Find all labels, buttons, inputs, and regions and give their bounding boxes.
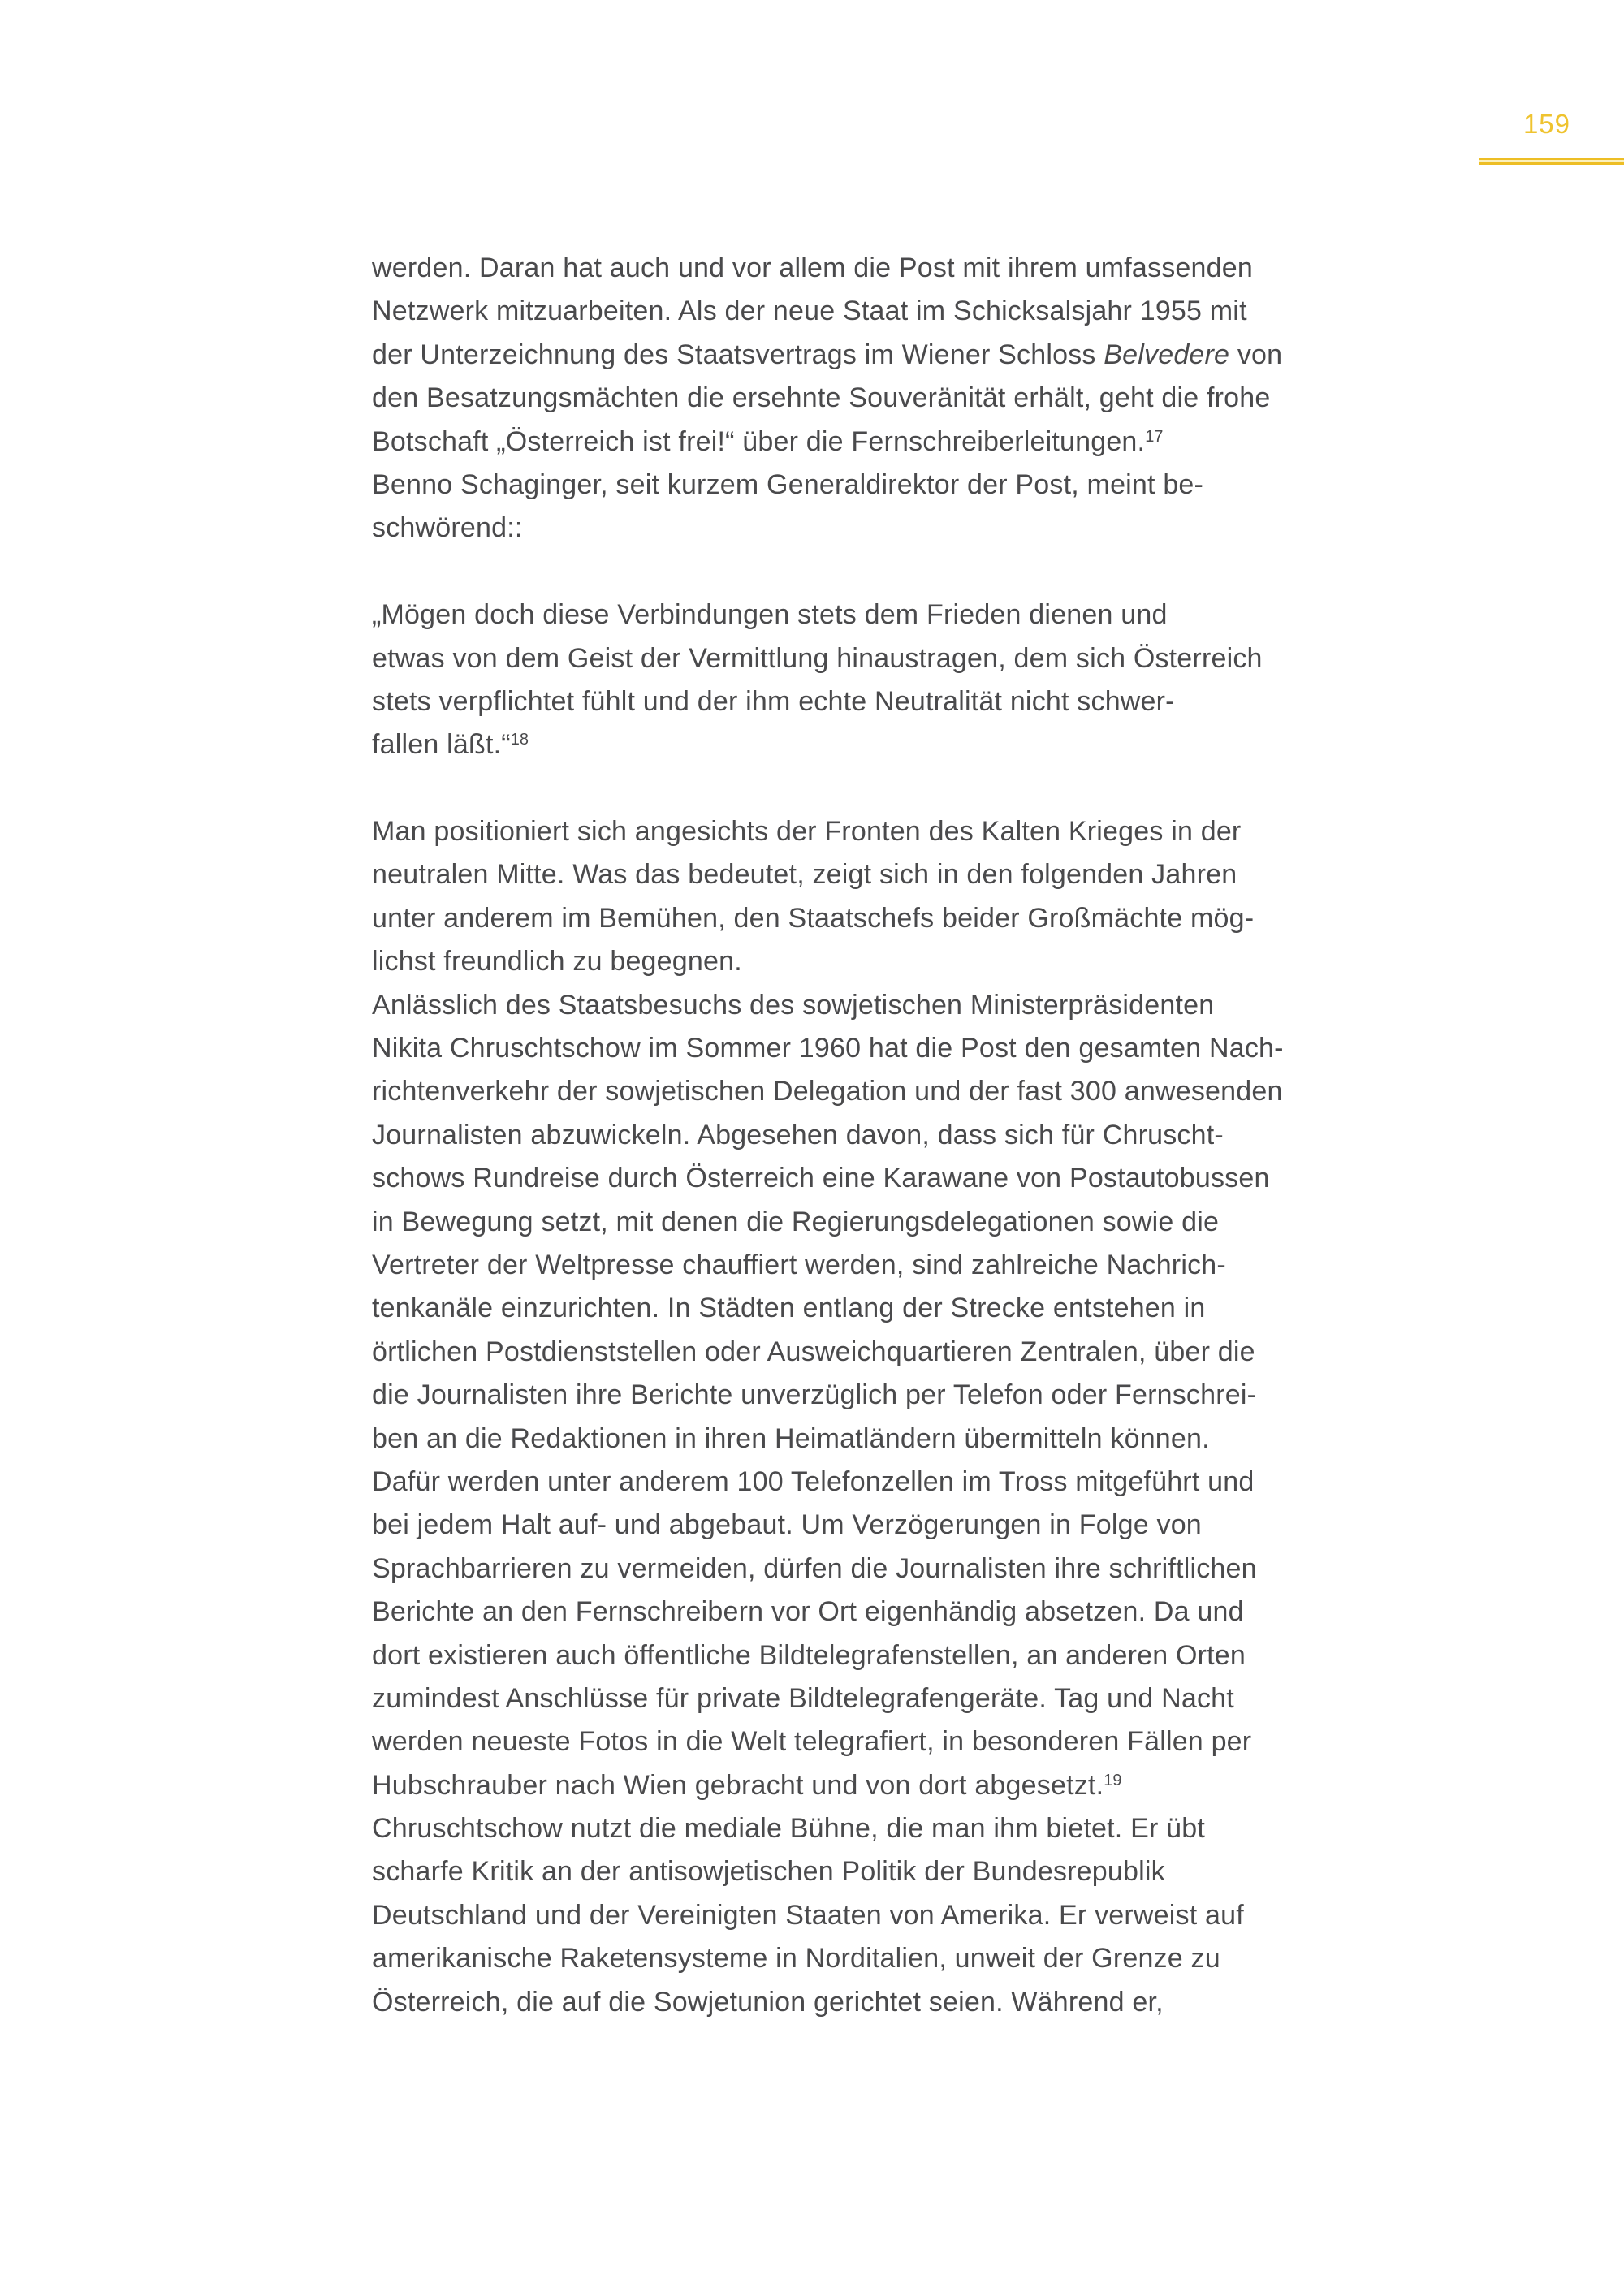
text-line: bei jedem Halt auf- und abgebaut. Um Verzögerungen in Folge von <box>372 1509 1202 1541</box>
text-line: stets verpflichtet fühlt und der ihm echte Neutralität nicht schwer- <box>372 685 1175 717</box>
text-line: Botschaft „Österreich ist frei!“ über die Fernschreiberleitungen.$^{17}$ <box>372 425 1164 457</box>
text-line: „Mögen doch diese Verbindungen stets dem Frieden dienen und <box>372 599 1168 631</box>
text-line: die Journalisten ihre Berichte unverzüglich per Telefon oder Fernschrei- <box>372 1379 1257 1411</box>
text-line: Sprachbarrieren zu vermeiden, dürfen die Journalisten ihre schriftlichen <box>372 1552 1257 1584</box>
text-line: Vertreter der Weltpresse chauffiert werden, sind zahlreiche Nachrich- <box>372 1249 1226 1280</box>
text-line: Berichte an den Fernschreibern vor Ort eigenhändig absetzen. Da und <box>372 1596 1244 1628</box>
text-line: Chruschtschow nutzt die mediale Bühne, die man ihm bietet. Er übt <box>372 1813 1205 1845</box>
text-line: unter anderem im Bemühen, den Staatschefs beider Großmächte mög- <box>372 902 1255 934</box>
text-line: Netzwerk mitzuarbeiten. Als der neue Staat im Schicksalsjahr 1955 mit <box>372 296 1247 327</box>
text-line: örtlichen Postdienststellen oder Ausweichquartieren Zentralen, über die <box>372 1336 1255 1367</box>
text-line: Anlässlich des Staatsbesuchs des sowjetischen Ministerpräsidenten <box>372 989 1215 1021</box>
text-line: werden neueste Fotos in die Welt telegrafiert, in besonderen Fällen per <box>372 1726 1252 1758</box>
text-line: Dafür werden unter anderem 100 Telefonzellen im Tross mitgeführt und <box>372 1465 1255 1497</box>
paragraph-body <box>372 247 1509 550</box>
text-line: werden. Daran hat auch und vor allem die Post mit ihrem umfassenden <box>372 253 1253 283</box>
text-line: in Bewegung setzt, mit denen die Regierungsdelegationen sowie die <box>372 1206 1220 1237</box>
text-line: etwas von dem Geist der Vermittlung hinaustragen, dem sich Österreich <box>372 642 1263 674</box>
text-line: dort existieren auch öffentliche Bildtelegrafenstellen, an anderen Orten <box>372 1639 1246 1671</box>
text-line: Deutschland und der Vereinigten Staaten von Amerika. Er verweist auf <box>372 1899 1244 1931</box>
text-line: richtenverkehr der sowjetischen Delegation und der fast 300 anwesenden <box>372 1076 1283 1107</box>
text-line: tenkanäle einzurichten. In Städten entlang der Strecke entstehen in <box>372 1293 1206 1324</box>
text-line: schwörend:: <box>372 512 523 544</box>
text-line: zumindest Anschlüsse für private Bildtelegrafengeräte. Tag und Nacht <box>372 1682 1234 1714</box>
text-block <box>372 247 1509 2024</box>
text-line: neutralen Mitte. Was das bedeutet, zeigt sich in den folgenden Jahren <box>372 859 1237 891</box>
text-line: der Unterzeichnung des Staatsvertrags im Wiener Schloss Belvedere von <box>372 339 1283 370</box>
text-line: Hubschrauber nach Wien gebracht und von dort abgesetzt.$^{19}$ <box>372 1769 1122 1801</box>
header-rule <box>1479 158 1624 165</box>
text-line: Man positioniert sich angesichts der Fronten des Kalten Krieges in der <box>372 816 1242 848</box>
text-line: Journalisten abzuwickeln. Abgesehen davon, dass sich für Chruscht- <box>372 1119 1224 1150</box>
text-line: Benno Schaginger, seit kurzem Generaldirektor der Post, meint be- <box>372 468 1204 500</box>
paragraph-quote <box>372 594 1509 767</box>
text-line: fallen läßt.“$^{18}$ <box>372 729 529 761</box>
text-line: den Besatzungsmächten die ersehnte Souveränität erhält, geht die frohe <box>372 382 1271 414</box>
text-line: scharfe Kritik an der antisowjetischen Politik der Bundesrepublik <box>372 1856 1165 1888</box>
text-line: Österreich, die auf die Sowjetunion gerichtet seien. Während er, <box>372 1986 1164 2018</box>
text-line: amerikanische Raketensysteme in Norditalien, unweit der Grenze zu <box>372 1943 1220 1975</box>
paragraph-body <box>372 810 1509 2024</box>
text-line: Nikita Chruschtschow im Sommer 1960 hat die Post den gesamten Nach- <box>372 1033 1284 1064</box>
text-line: schows Rundreise durch Österreich eine Karawane von Postautobussen <box>372 1163 1270 1194</box>
text-line: lichst freundlich zu begegnen. <box>372 946 742 978</box>
text-line: ben an die Redaktionen in ihren Heimatländern übermitteln können. <box>372 1422 1210 1454</box>
page-number: 159 <box>1522 109 1570 139</box>
